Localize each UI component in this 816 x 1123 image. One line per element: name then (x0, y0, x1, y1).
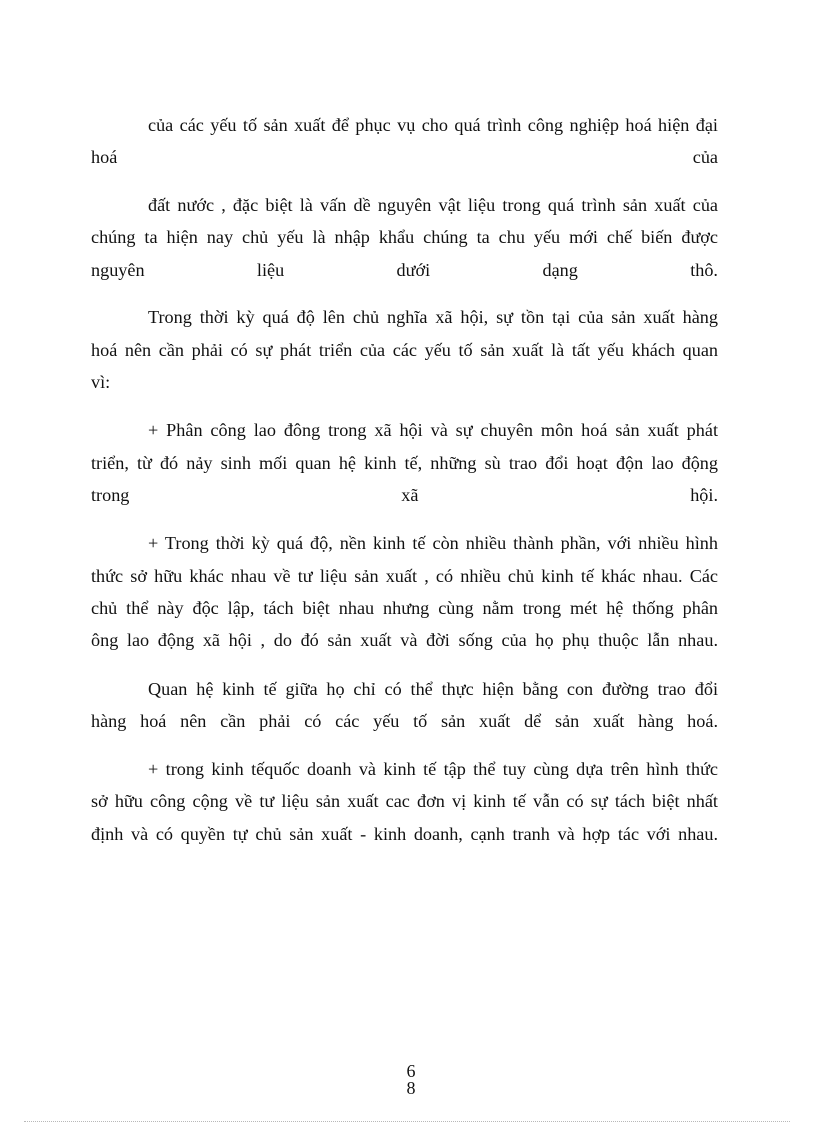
paragraph-5-line-2: thức sở hữu khác nhau về tư liệu sản xuất , có nhiều chủ kinh tế khác nhau. Các (91, 566, 718, 586)
paragraph-3-line-3: vì: (91, 372, 111, 392)
footer-dotted-rule (24, 1121, 790, 1122)
word: của (692, 147, 718, 167)
paragraph-2-line-3 (91, 259, 718, 281)
paragraph-5-line-3: chủ thể này độc lập, tách biệt nhau nhưng cùng nằm trong mét hệ thống phân (91, 598, 718, 618)
paragraph-3-line-1: Trong thời kỳ quá độ lên chủ nghĩa xã hội, sự tồn tại của sản xuất hàng (148, 307, 718, 327)
paragraph-1-line-1: của các yếu tố sản xuất để phục vụ cho quá trình công nghiệp hoá hiện đại (148, 115, 718, 135)
word: nguyên (91, 260, 145, 280)
paragraph-7-line-2: sở hữu công cộng về tư liệu sản xuất cac đơn vị kinh tế vẫn có sự tách biệt nhất (91, 791, 718, 811)
word: hội. (690, 485, 718, 505)
paragraph-2-line-2: chúng ta hiện nay chủ yếu là nhập khẩu chúng ta chu yếu mới chế biến được (91, 227, 718, 247)
word: thô. (690, 260, 718, 280)
word: xã (401, 485, 419, 505)
paragraph-5-line-1: + Trong thời kỳ quá độ, nền kinh tế còn nhiều thành phần, với nhiều hình (148, 533, 718, 553)
paragraph-5-line-4: ông lao động xã hội , do đó sản xuất và đời sống của họ phụ thuộc lẫn nhau. (91, 630, 718, 650)
word: dạng (542, 260, 578, 280)
page-number-digit-2: 8 (406, 1078, 416, 1098)
word: liệu (256, 260, 285, 280)
word: dưới (396, 260, 431, 280)
paragraph-4-line-3 (91, 484, 718, 506)
paragraph-4-line-1: + Phân công lao đông trong xã hội và sự chuyên môn hoá sản xuất phát (148, 420, 718, 440)
page-number-digit-1: 6 (406, 1061, 416, 1081)
paragraph-3-line-2: hoá nên cần phải có sự phát triển của các yếu tố sản xuất là tất yếu khách quan (91, 340, 718, 360)
paragraph-7-line-1: + trong kinh tếquốc doanh và kinh tế tập thể tuy cùng dựa trên hình thức (148, 759, 718, 779)
word: hoá (91, 147, 118, 167)
paragraph-7-line-3: định và có quyền tự chủ sản xuất - kinh doanh, cạnh tranh và hợp tác với nhau. (91, 824, 718, 844)
paragraph-4-line-2: triển, từ đó nảy sinh mối quan hệ kinh tế, những sù trao đổi hoạt độn lao động (91, 453, 718, 473)
paragraph-2-line-1: đất nước , đặc biệt là vấn dề nguyên vật liệu trong quá trình sản xuất của (148, 195, 718, 215)
paragraph-6-line-1: Quan hệ kinh tế giữa họ chỉ có thể thực hiện bằng con đường trao đổi (148, 679, 718, 699)
paragraph-6-line-2: hàng hoá nên cần phải có các yếu tố sản xuất dể sản xuất hàng hoá. (91, 711, 718, 731)
paragraph-1-line-2 (91, 146, 718, 168)
word: trong (91, 485, 130, 505)
